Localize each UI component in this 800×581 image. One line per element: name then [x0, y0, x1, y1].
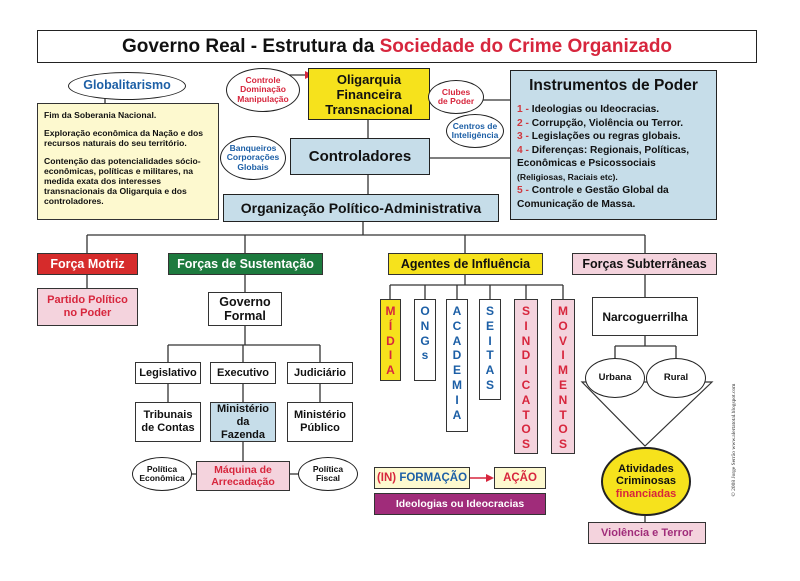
atividades-label: Atividades Criminosas: [616, 462, 676, 488]
title-prefix: Governo Real - Estrutura da: [121, 35, 380, 57]
politica-economica-label: Política Econômica: [139, 463, 185, 483]
column-letter: M: [385, 304, 396, 318]
controladores-label: Controladores: [308, 148, 412, 165]
legislativo-box: [135, 362, 201, 384]
violencia-label: Violência e Terror: [601, 527, 693, 539]
centros-label: Centros de Inteligência: [451, 120, 499, 140]
academia-column: [446, 299, 468, 432]
column-letter: D: [521, 348, 531, 363]
partido-box: [37, 288, 138, 326]
column-letter: T: [559, 407, 567, 422]
sustentacao-header: [168, 253, 323, 275]
rural-oval: [646, 358, 706, 398]
column-letter: S: [521, 437, 530, 452]
politica-fiscal-label: Política Fiscal: [312, 463, 344, 483]
column-letter: I: [388, 348, 393, 363]
clubes-label: Clubes de Poder: [437, 86, 475, 106]
column-letter: T: [486, 348, 494, 363]
subterraneas-label: Forças Subterrâneas: [582, 257, 707, 271]
column-letter: I: [488, 333, 492, 348]
column-letter: E: [485, 318, 494, 333]
controle-oval: [226, 68, 300, 112]
maquina-box: [196, 461, 290, 491]
formacao-prefix: (IN): [376, 472, 400, 484]
judiciario-label: Judiciário: [294, 367, 346, 379]
globalitarismo-label: Globalitarismo: [83, 78, 171, 93]
formacao-box: [374, 467, 470, 489]
column-letter: Í: [388, 318, 393, 333]
narcoguerrilha-label: Narcoguerrilha: [602, 309, 688, 324]
acao-box: [494, 467, 546, 489]
midia-column: [380, 299, 401, 381]
seitas-column: [479, 299, 501, 400]
instrumentos-item: 4 - Diferenças: Regionais, Políticas,: [517, 144, 690, 156]
atividades-oval: [601, 447, 691, 516]
oligarquia-box: [308, 68, 430, 120]
column-letter: S: [558, 437, 567, 452]
column-letter: T: [522, 407, 530, 422]
instrumentos-item: (Religiosas, Raciais etc).: [517, 171, 618, 182]
agentes-header: [388, 253, 543, 275]
column-letter: O: [558, 318, 568, 333]
instrumentos-item: Comunicação de Massa.: [517, 198, 636, 210]
ministerio-fazenda-box: [210, 402, 276, 442]
column-letter: O: [558, 422, 568, 437]
instrumentos-item: 3 - Legislações ou regras globais.: [517, 131, 681, 142]
instrumentos-item: Econômicas e Psicossociais: [517, 158, 656, 169]
column-letter: M: [558, 304, 568, 318]
executivo-label: Executivo: [217, 367, 269, 379]
legislativo-label: Legislativo: [139, 367, 197, 379]
executivo-box: [210, 362, 276, 384]
subterraneas-header: [572, 253, 717, 275]
instrumentos-box: [510, 70, 717, 220]
column-letter: S: [521, 304, 530, 318]
movimentos-column: [551, 299, 575, 454]
column-letter: A: [452, 304, 462, 318]
centros-oval: [446, 114, 504, 148]
tribunais-label: Tribunais de Contas: [141, 409, 195, 434]
column-letter: E: [558, 377, 567, 392]
globalitarismo-text-1: Fim da Soberania Nacional.: [44, 110, 157, 120]
title-box: [37, 30, 757, 63]
column-letter: G: [420, 333, 430, 348]
column-letter: I: [524, 318, 528, 333]
globalitarismo-text-2: Exploração econômica da Nação e dos recursos naturais do seu território.: [44, 128, 204, 148]
ongs-column: [414, 299, 436, 381]
organizacao-label: Organização Político-Administrativa: [240, 200, 482, 216]
forca-motriz-label: Força Motriz: [50, 257, 125, 271]
organizacao-box: [223, 194, 499, 222]
ideologias-box: [374, 493, 546, 515]
globalitarismo-oval: [68, 72, 186, 100]
governo-formal-box: [208, 292, 282, 326]
column-letter: I: [524, 363, 528, 378]
controladores-box: [290, 138, 430, 175]
instrumentos-item: 5 - Controle e Gestão Global da: [517, 185, 669, 196]
column-letter: I: [455, 392, 459, 407]
forca-motriz-header: [37, 253, 138, 275]
column-letter: S: [485, 377, 494, 392]
instrumentos-list: [517, 103, 710, 211]
narcoguerrilha-box: [592, 297, 698, 336]
judiciario-box: [287, 362, 353, 384]
column-letter: C: [521, 377, 531, 392]
acao-label: AÇÃO: [503, 472, 537, 484]
urbana-oval: [585, 358, 645, 398]
column-letter: M: [452, 377, 462, 392]
instrumentos-item: 2 - Corrupção, Violência ou Terror.: [517, 117, 684, 129]
title-highlight: Sociedade do Crime Organizado: [379, 35, 673, 57]
column-letter: A: [452, 333, 462, 348]
instrumentos-item: 1 - Ideologias ou Ideocracias.: [517, 104, 660, 115]
credit-text: © 2008 Jorge Serrão www.alertatotal.blogspot.com: [731, 383, 737, 497]
politica-economica-oval: [132, 457, 192, 491]
oligarquia-label: Oligarquia Financeira Transnacional: [325, 71, 413, 117]
column-letter: O: [420, 304, 430, 318]
instrumentos-title: Instrumentos de Poder: [529, 77, 698, 94]
column-letter: I: [561, 348, 565, 363]
column-letter: s: [421, 348, 429, 363]
sustentacao-label: Forças de Sustentação: [177, 257, 314, 271]
column-letter: N: [521, 333, 531, 348]
column-letter: D: [452, 348, 462, 363]
banqueiros-oval: [220, 136, 286, 180]
column-letter: A: [452, 407, 462, 422]
column-letter: A: [485, 363, 495, 378]
column-letter: V: [558, 333, 567, 348]
partido-label: Partido Político no Poder: [47, 294, 128, 319]
urbana-label: Urbana: [598, 371, 632, 383]
clubes-oval: [428, 80, 484, 114]
column-letter: S: [485, 304, 494, 318]
column-letter: N: [420, 318, 430, 333]
ministerio-publico-label: Ministério Público: [294, 409, 346, 434]
column-letter: C: [452, 318, 462, 333]
tribunais-box: [135, 402, 201, 442]
column-letter: A: [521, 392, 531, 407]
column-letter: A: [386, 363, 395, 378]
column-letter: O: [521, 422, 531, 437]
politica-fiscal-oval: [298, 457, 358, 491]
violencia-box: [588, 522, 706, 544]
ideologias-label: Ideologias ou Ideocracias: [395, 498, 525, 510]
globalitarismo-text-3: Contenção das potencialidades sócio-econômicas, políticas e militares, na medida exata dos interesses transnacionais da Oligarquia e dos controladores.: [44, 156, 201, 206]
column-letter: E: [452, 363, 461, 378]
banqueiros-label: Banqueiros Corporações Globais: [226, 142, 280, 172]
formacao-label: FORMAÇÃO: [399, 472, 468, 484]
sindicatos-column: [514, 299, 538, 454]
controle-label: Controle Dominação Manipulação: [237, 74, 289, 104]
ministerio-fazenda-label: Ministério da Fazenda: [217, 402, 269, 441]
maquina-label: Máquina de Arrecadação: [211, 464, 275, 488]
financiadas-label: financiadas: [615, 487, 677, 500]
governo-formal-label: Governo Formal: [219, 295, 271, 323]
ministerio-publico-box: [287, 402, 353, 442]
column-letter: D: [386, 333, 395, 348]
column-letter: M: [558, 363, 568, 378]
globalitarismo-text-box: [37, 103, 219, 220]
column-letter: N: [558, 392, 568, 407]
rural-label: Rural: [663, 371, 689, 383]
agentes-label: Agentes de Influência: [400, 257, 531, 271]
